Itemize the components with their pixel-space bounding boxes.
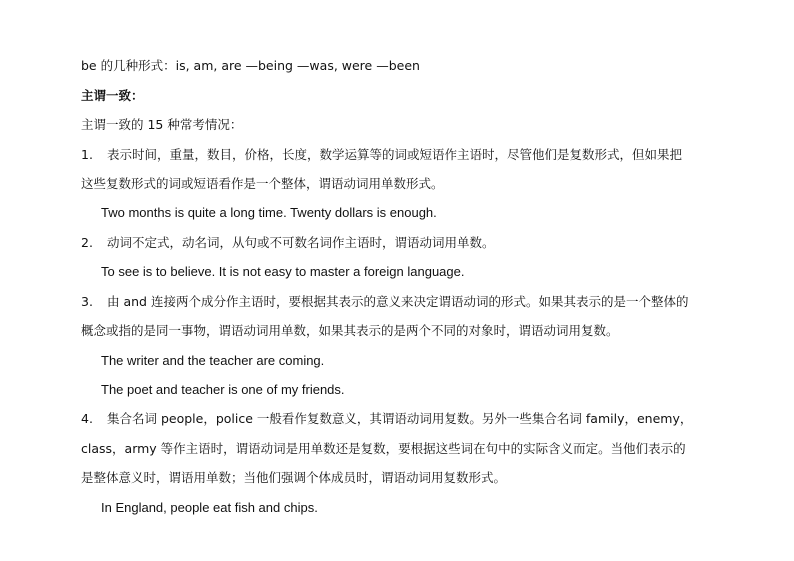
section-heading: 主谓一致：: [81, 88, 144, 103]
rule-2-text: 动词不定式，动名词，从句或不可数名词作主语时，谓语动词用单数。: [107, 235, 495, 250]
rule-1-text: 表示时间，重量，数目，价格，长度，数学运算等的词或短语作主语时，尽管他们是复数形式，但如果把: [107, 147, 683, 162]
rule-4-text: 集合名词 people，police 一般看作复数意义，其谓语动词用复数。另外一些集合名词 family，enemy，: [107, 411, 693, 426]
rule-1-number: 1.: [81, 147, 93, 162]
rule-4-line-3: 是整体意义时，谓语用单数；当他们强调个体成员时，谓语动词用复数形式。: [81, 470, 507, 485]
rule-4-example: In England, people eat fish and chips.: [101, 500, 318, 515]
rule-4-number: 4.: [81, 411, 93, 426]
rule-2-example: To see is to believe. It is not easy to master a foreign language.: [101, 264, 465, 279]
section-intro: 主谓一致的 15 种常考情况：: [81, 117, 243, 132]
be-forms-line: be 的几种形式：is, am, are —being —was, were —been: [81, 58, 420, 73]
rule-3-example-1: The writer and the teacher are coming.: [101, 353, 325, 368]
rule-3-number: 3.: [81, 294, 93, 309]
rule-4-line-2: class，army 等作主语时，谓语动词是用单数还是复数，要根据这些词在句中的实际含义而定。当他们表示的: [81, 441, 686, 456]
rule-4-line-1: [81, 411, 692, 427]
rule-3-line-1: [81, 294, 688, 310]
rule-2-number: 2.: [81, 235, 93, 250]
rule-3-text: 由 and 连接两个成分作主语时，要根据其表示的意义来决定谓语动词的形式。如果其表示的是一个整体的: [107, 294, 689, 309]
rule-2-line-1: [81, 235, 495, 251]
rule-3-line-2: 概念或指的是同一事物，谓语动词用单数，如果其表示的是两个不同的对象时，谓语动词用复数。: [81, 323, 619, 338]
rule-1-line-2: 这些复数形式的词或短语看作是一个整体，谓语动词用单数形式。: [81, 176, 444, 191]
rule-1-example: Two months is quite a long time. Twenty dollars is enough.: [101, 205, 437, 220]
rule-1-line-1: [81, 147, 682, 163]
rule-3-example-2: The poet and teacher is one of my friends.: [101, 382, 345, 397]
